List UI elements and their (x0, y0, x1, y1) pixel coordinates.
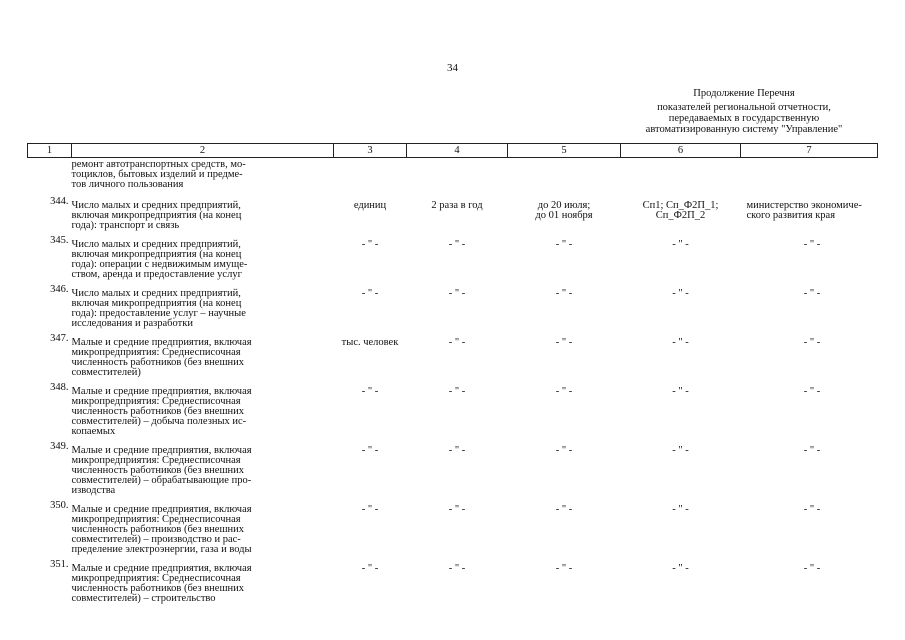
indicator-name-cell: Малые и средние предприятия, включая микропредприятия: Среднесписочная численность работников (без внешних совместителей) – производство и рас- пределение электроэнергии, газа и воды (71, 504, 252, 555)
row-number-cell: 348. (50, 382, 69, 393)
table-row (28, 501, 878, 560)
table-row (28, 334, 878, 383)
form-cell: - " - (672, 288, 689, 299)
deadline-cell: - " - (555, 337, 573, 348)
form-cell: - " - (672, 386, 689, 397)
unit-cell: - " - (361, 563, 379, 574)
deadline-cell: - " - (555, 504, 573, 515)
caption-line: показателей региональной отчетности, (657, 102, 831, 113)
table-row (28, 285, 878, 334)
row-number-cell: 344. (50, 196, 69, 207)
deadline-cell: - " - (555, 288, 573, 299)
empty-cell (741, 158, 878, 198)
responsible-cell: - " - (803, 445, 821, 456)
form-cell: - " - (672, 563, 689, 574)
column-header: 5 (508, 144, 621, 158)
indicator-name-cell: Число малых и средних предприятий, включая микропредприятия (на конец года): транспорт и связь (71, 200, 242, 231)
row-number-cell: 345. (50, 235, 69, 246)
form-cell: - " - (672, 445, 689, 456)
form-cell: - " - (672, 504, 689, 515)
caption-line: Продолжение Перечня (693, 88, 795, 99)
deadline-cell: до 20 июля; до 01 ноября (535, 200, 593, 221)
form-cell: - " - (672, 337, 689, 348)
unit-cell: - " - (361, 239, 379, 250)
table-row (28, 560, 878, 609)
table-row (28, 197, 878, 236)
table-caption (610, 88, 878, 135)
table-row-continuation (28, 158, 878, 198)
indicator-name-cell: Малые и средние предприятия, включая микропредприятия: Среднесписочная численность работников (без внешних совместителей) – добыча полезных ис- копаемых (71, 386, 252, 437)
indicators-table (27, 143, 878, 609)
indicator-name-cell: Число малых и средних предприятий, включая микропредприятия (на конец года): предоставление услуг – научные исследования и разработки (71, 288, 246, 329)
periodicity-cell: - " - (448, 337, 466, 348)
deadline-cell: - " - (555, 563, 573, 574)
table-row (28, 236, 878, 285)
indicator-name-cell: Малые и средние предприятия, включая микропредприятия: Среднесписочная численность работников (без внешних совместителей) – строительство (71, 563, 252, 604)
row-number-cell (28, 158, 72, 198)
periodicity-cell: - " - (448, 504, 466, 515)
table-row (28, 383, 878, 442)
empty-cell (407, 158, 508, 198)
periodicity-cell: - " - (448, 239, 466, 250)
table-body (28, 158, 878, 610)
row-number-cell: 346. (50, 284, 69, 295)
row-number-cell: 347. (50, 333, 69, 344)
caption-line: передаваемых в государственную (668, 113, 820, 124)
empty-cell (508, 158, 621, 198)
unit-cell: - " - (361, 288, 379, 299)
empty-cell (334, 158, 407, 198)
responsible-cell: - " - (803, 386, 821, 397)
periodicity-cell: - " - (448, 563, 466, 574)
periodicity-cell: - " - (448, 288, 466, 299)
row-number-cell: 351. (50, 559, 69, 570)
column-header: 6 (621, 144, 741, 158)
empty-cell (621, 158, 741, 198)
unit-cell: - " - (361, 504, 379, 515)
header-row (28, 144, 878, 158)
deadline-cell: - " - (555, 386, 573, 397)
periodicity-cell: - " - (448, 386, 466, 397)
page-number: 34 (447, 62, 458, 74)
unit-cell: единиц (353, 200, 387, 211)
periodicity-cell: - " - (448, 445, 466, 456)
row-number-cell: 349. (50, 441, 69, 452)
unit-cell: - " - (361, 445, 379, 456)
responsible-cell: министерство экономиче- ского развития края (746, 200, 862, 221)
column-header: 2 (72, 144, 334, 158)
responsible-cell: - " - (803, 563, 821, 574)
indicator-name-cell: ремонт автотранспортных средств, мо- тоциклов, бытовых изделий и предме- тов личного пользования (71, 159, 246, 190)
indicator-name-cell: Число малых и средних предприятий, включая микропредприятия (на конец года): операции с недвижимым имуще- ством, аренда и предоставление услуг (71, 239, 248, 280)
column-header: 7 (741, 144, 878, 158)
column-header: 1 (28, 144, 72, 158)
form-cell: Сп1; Сп_Ф2П_1; Сп_Ф2П_2 (642, 200, 719, 221)
form-cell: - " - (672, 239, 689, 250)
periodicity-cell: 2 раза в год (431, 200, 483, 211)
responsible-cell: - " - (803, 504, 821, 515)
unit-cell: - " - (361, 386, 379, 397)
row-number-cell: 350. (50, 500, 69, 511)
responsible-cell: - " - (803, 337, 821, 348)
responsible-cell: - " - (803, 288, 821, 299)
deadline-cell: - " - (555, 445, 573, 456)
indicator-name-cell: Малые и средние предприятия, включая микропредприятия: Среднесписочная численность работников (без внешних совместителей) – обрабатывающие про- изводства (71, 445, 252, 496)
responsible-cell: - " - (803, 239, 821, 250)
column-header: 3 (334, 144, 407, 158)
column-header: 4 (407, 144, 508, 158)
table-row (28, 442, 878, 501)
caption-line: автоматизированную систему "Управление" (645, 124, 843, 135)
unit-cell: тыс. человек (341, 337, 399, 348)
deadline-cell: - " - (555, 239, 573, 250)
indicator-name-cell: Малые и средние предприятия, включая микропредприятия: Среднесписочная численность работников (без внешних совместителей) (71, 337, 252, 378)
